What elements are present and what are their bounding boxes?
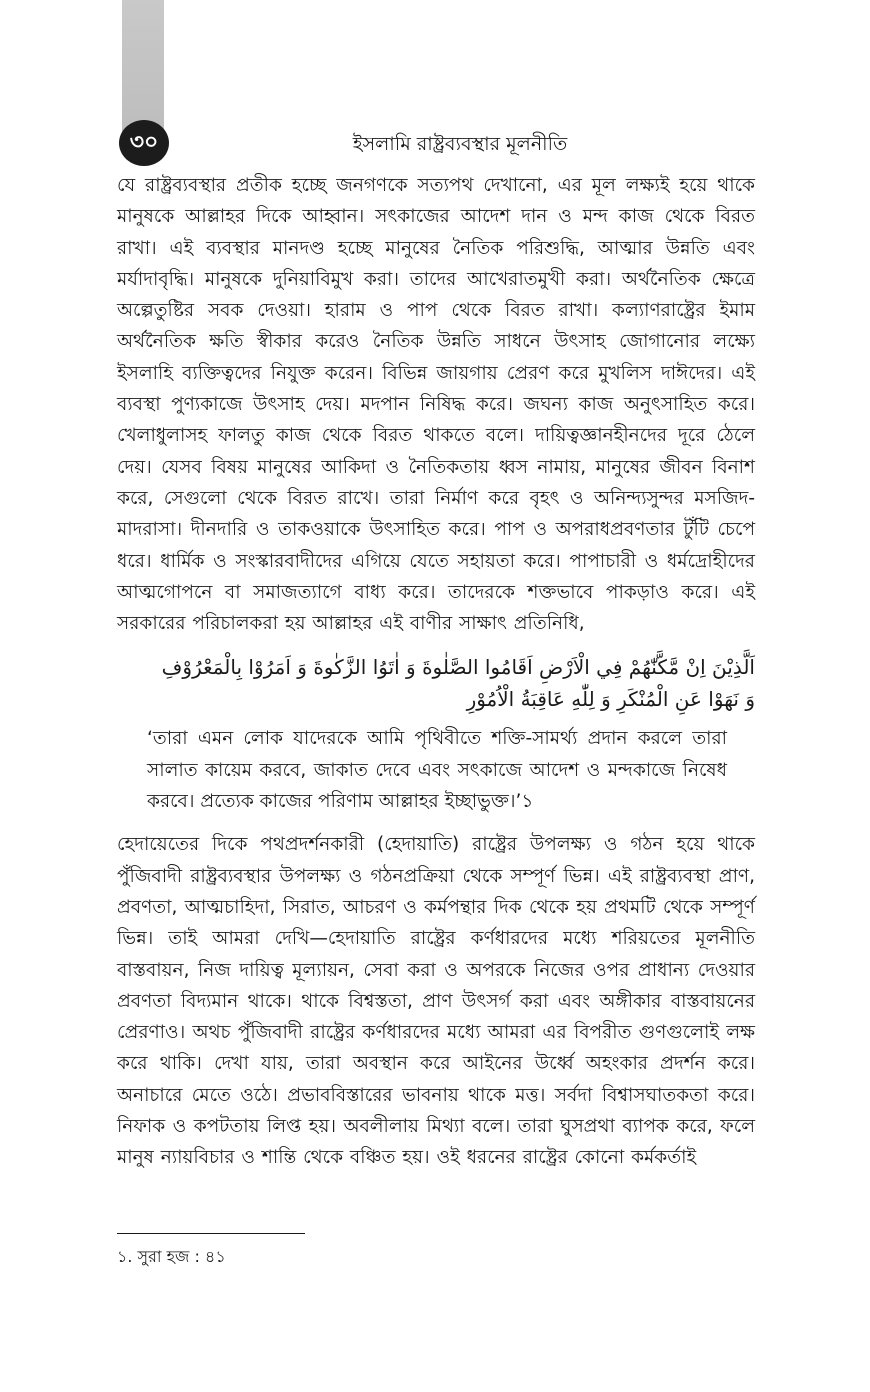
footnote-divider [117,1233,305,1234]
quran-verse-arabic: اَلَّذِيْنَ اِنْ مَّكَّنّٰهُمْ فِي الْاَرْضِ اَقَامُوا الصَّلٰوةَ وَ اٰتَوُا الزَّكٰوةَ وَ اَمَرُوْا بِالْمَعْرُوْفِ وَ نَهَوْا عَنِ الْمُنْكَرِ وَ لِلّٰهِ عَاقِبَةُ الْاُمُوْرِ [161,655,755,712]
paragraph-gap [117,817,755,829]
paragraph-2: হেদায়েতের দিকে পথপ্রদর্শনকারী (হেদায়াতি) রাষ্ট্রের উপলক্ষ্য ও গঠন হয়ে থাকে পুঁজিবাদী রাষ্ট্রব্যবস্থার উপলক্ষ্য ও গঠনপ্রক্রিয়া থেকে সম্পূর্ণ ভিন্ন। এই রাষ্ট্রব্যবস্থা প্রাণ, প্রবণতা, আত্মচাহিদা, সিরাত, আচরণ ও কর্মপন্থার দিক থেকে হয় প্রথমটি থেকে সম্পূর্ণ ভিন্ন। তাই আমরা দেখি—হেদায়াতি রাষ্ট্রের কর্ণধারদের মধ্যে শরিয়তের মূলনীতি বাস্তবায়ন, নিজ দায়িত্ব মূল্যায়ন, সেবা করা ও অপরকে নিজের ওপর প্রাধান্য দেওয়ার প্রবণতা বিদ্যমান থাকে। থাকে বিশ্বস্ততা, প্রাণ উৎসর্গ করা এবং অঙ্গীকার বাস্তবায়নের প্রেরণাও। অথচ পুঁজিবাদী রাষ্ট্রের কর্ণধারদের মধ্যে আমরা এর বিপরীত গুণগুলোই লক্ষ করে থাকি। দেখা যায়, তারা অবস্থান করে আইনের উর্ধ্বে অহংকার প্রদর্শন করে। অনাচারে মেতে ওঠে। প্রভাববিস্তারের ভাবনায় থাকে মত্ত। সর্বদা বিশ্বাসঘাতকতা করে। নিফাক ও কপটতায় লিপ্ত হয়। অবলীলায় মিথ্যা বলে। তারা ঘুসপ্রথা ব্যাপক করে, ফলে মানুষ ন্যায়বিচার ও শান্তি থেকে বঞ্চিত হয়। ওই ধরনের রাষ্ট্রের কোনো কর্মকর্তাই [117,834,755,1169]
running-title: ইসলামি রাষ্ট্রব্যবস্থার মূলনীতি [352,133,568,155]
page-edge-tab [122,0,164,135]
paragraph-1: যে রাষ্ট্রব্যবস্থার প্রতীক হচ্ছে জনগণকে সত্যপথ দেখানো, এর মূল লক্ষ্যই হয়ে থাকে মানুষকে আল্লাহর দিকে আহ্বান। সৎকাজের আদেশ দান ও মন্দ কাজ থেকে বিরত রাখা। এই ব্যবস্থার মানদণ্ড হচ্ছে মানুষের নৈতিক পরিশুদ্ধি, আত্মার উন্নতি এবং মর্যাদাবৃদ্ধি। মানুষকে দুনিয়াবিমুখ করা। তাদের আখেরাতমুখী করা। অর্থনৈতিক ক্ষেত্রে অল্পেতুষ্টির সবক দেওয়া। হারাম ও পাপ থেকে বিরত রাখা। কল্যাণরাষ্ট্রের ইমাম অর্থনৈতিক ক্ষতি স্বীকার করেও নৈতিক উন্নতি সাধনে উৎসাহ জোগানোর লক্ষ্যে ইসলাহি ব্যক্তিত্বদের নিযুক্ত করেন। বিভিন্ন জায়গায় প্রেরণ করে মুখলিস দাঈদের। এই ব্যবস্থা পুণ্যকাজে উৎসাহ দেয়। মদপান নিষিদ্ধ করে। জঘন্য কাজ অনুৎসাহিত করে। খেলাধুলাসহ ফালতু কাজ থেকে বিরত থাকতে বলে। দায়িত্বজ্ঞানহীনদের দূরে ঠেলে দেয়। যেসব বিষয় মানুষের আকিদা ও নৈতিকতায় ধ্বস নামায়, মানুষের জীবন বিনাশ করে, সেগুলো থেকে বিরত রাখে। তারা নির্মাণ করে বৃহৎ ও অনিন্দ্যসুন্দর মসজিদ-মাদরাসা। দীনদারি ও তাকওয়াকে উৎসাহিত করে। পাপ ও অপরাধপ্রবণতার টুঁটি চেপে ধরে। ধার্মিক ও সংস্কারবাদীদের এগিয়ে যেতে সহায়তা করে। পাপাচারী ও ধর্মদ্রোহীদের আত্মগোপনে বা সমাজত্যাগে বাধ্য করে। তাদেরকে শক্তভাবে পাকড়াও করে। এই সরকারের পরিচালকরা হয় আল্লাহর এই বাণীর সাক্ষাৎ প্রতিনিধি, [117,175,755,635]
quran-verse-translation: ‘তারা এমন লোক যাদেরকে আমি পৃথিবীতে শক্তি-সামর্থ্য প্রদান করলে তারা সালাত কায়েম করবে, জাকাত দেবে এবং সৎকাজে আদেশ ও মন্দকাজে নিষেধ করবে। প্রত্যেক কাজের পরিণাম আল্লাহর ইচ্ছাভুক্ত।’১ [147,728,727,813]
footnote: ১. সুরা হজ : ৪১ [117,1247,226,1266]
page-number-badge: ৩০ [119,120,169,166]
body-text [117,170,755,1174]
